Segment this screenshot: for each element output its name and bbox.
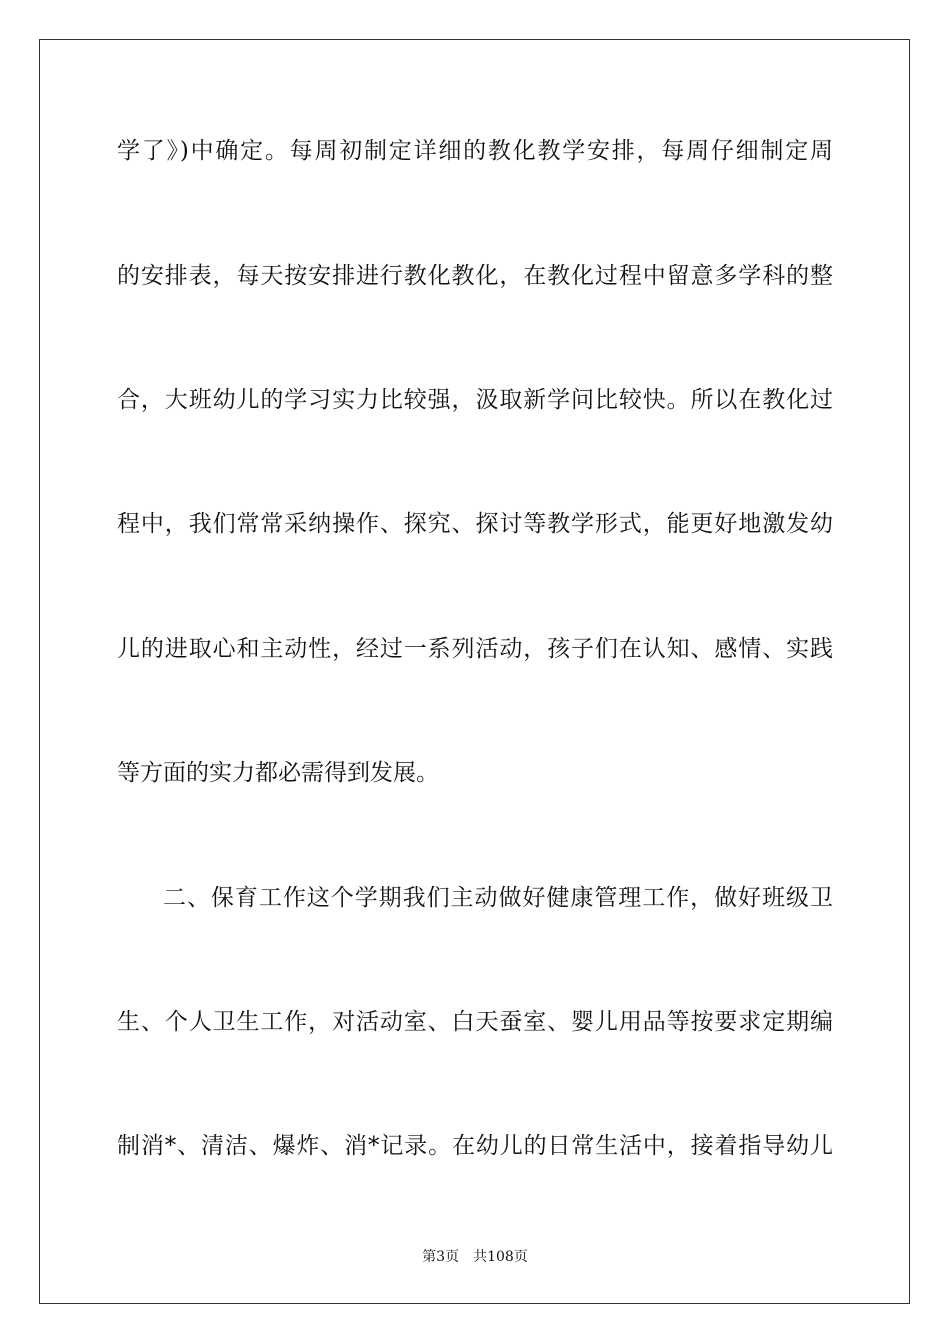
page-border <box>39 39 910 1304</box>
page-number: 第3页 <box>422 1249 460 1265</box>
paragraph-line: 制消*、清洁、爆炸、消*记录。在幼儿的日常生活中，接着指导幼儿 <box>117 1133 833 1159</box>
paragraph-line: 等方面的实力都必需得到发展。 <box>117 760 439 786</box>
paragraph-line: 合，大班幼儿的学习实力比较强，汲取新学问比较快。所以在教化过 <box>117 387 833 413</box>
paragraph-line: 二、保育工作这个学期我们主动做好健康管理工作，做好班级卫 <box>163 885 833 911</box>
page-total: 共108页 <box>473 1249 528 1265</box>
paragraph-line: 的安排表，每天按安排进行教化教化，在教化过程中留意多学科的整 <box>117 263 833 289</box>
page-footer <box>0 1248 950 1266</box>
paragraph-line: 程中，我们常常采纳操作、探究、探讨等教学形式，能更好地激发幼 <box>117 511 833 537</box>
paragraph-line: 儿的进取心和主动性，经过一系列活动，孩子们在认知、感情、实践 <box>117 636 833 662</box>
paragraph-line: 学了》)中确定。每周初制定详细的教化教学安排，每周仔细制定周 <box>117 138 833 164</box>
paragraph-line: 生、个人卫生工作，对活动室、白天蚕室、婴儿用品等按要求定期编 <box>117 1009 833 1035</box>
